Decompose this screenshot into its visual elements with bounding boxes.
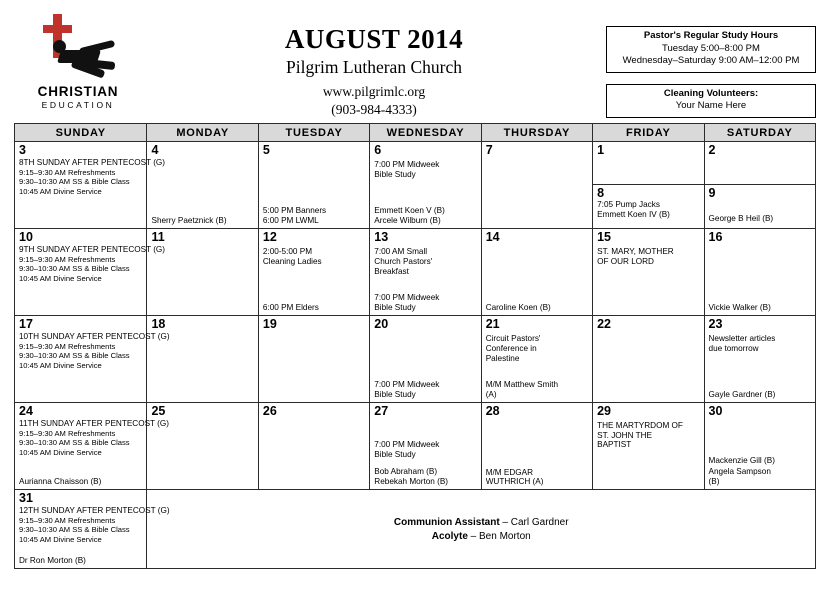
church-name: Pilgrim Lutheran Church [286,57,462,77]
event-text: Dr Ron Morton (B) [19,555,86,565]
calendar-week-row [15,490,816,569]
day-number: 28 [485,404,500,418]
logo-title: CHRISTIAN [37,84,119,99]
event-text: M/M Matthew Smith (A) [485,379,559,399]
day-cell-5[interactable] [258,142,369,229]
event-text: George B Heil (B) [708,214,774,223]
service-line: 9:15–9:30 AM Refreshments [19,254,116,264]
weekday-header-saturday: SATURDAY [704,124,815,142]
service-line: 10:45 AM Divine Service [19,273,102,283]
cleaning-volunteers-line-1: Your Name Here [675,100,747,111]
communion-assistant-line [147,516,815,530]
logo-subtitle: EDUCATION [41,100,115,110]
church-phone: (903-984-4333) [331,102,417,117]
commemoration-text: THE MARTYRDOM OF ST. JOHN THE BAPTIST [597,421,683,450]
service-line: 9:15–9:30 AM Refreshments [19,428,116,438]
service-line: 9:30–10:30 AM SS & Bible Class [19,438,130,448]
service-line: 10:45 AM Divine Service [19,534,102,544]
event-text: 6:00 PM Elders [262,302,319,312]
footer-assignments-cell [147,490,816,569]
day-cell-27[interactable] [370,403,481,490]
weekday-header-sunday: SUNDAY [15,124,147,142]
service-title: 10TH SUNDAY AFTER PENTECOST (G) [19,332,170,341]
day-number: 17 [19,317,33,331]
service-title: 9TH SUNDAY AFTER PENTECOST (G) [19,245,166,254]
day-number: 7 [485,143,493,157]
day-cell-13[interactable] [370,229,481,316]
logo-artwork [19,14,137,82]
day-number: 26 [262,404,277,418]
day-number: 22 [597,317,612,331]
day-cell-1-and-8[interactable] [593,142,704,229]
event-text: Aurianna Chaisson (B) [19,476,102,486]
day-number: 29 [597,404,612,418]
communion-assistant-name: – Carl Gardner [499,517,569,528]
cleaning-volunteers-title: Cleaning Volunteers: [663,87,759,99]
event-text: M/M EDGAR WUTHRICH (A) [485,467,544,487]
day-number: 1 [597,143,605,157]
day-number: 16 [708,230,723,244]
event-text: 7:00 PM Midweek Bible Study [374,160,440,180]
event-text: 2:00-5:00 PM Cleaning Ladies [262,247,322,267]
event-text: Emmett Koen V (B) Arcele Wilburn (B) [374,205,445,225]
commemoration-text: ST. MARY, MOTHER OF OUR LORD [597,247,674,266]
event-text: 7:00 PM Midweek Bible Study [374,379,440,399]
day-cell-23[interactable] [704,316,815,403]
service-line: 9:30–10:30 AM SS & Bible Class [19,177,130,187]
day-cell-4[interactable] [147,142,258,229]
day-number: 5 [262,143,270,157]
service-line: 9:15–9:30 AM Refreshments [19,515,116,525]
day-subcell-1[interactable] [593,142,703,185]
day-subcell-9[interactable] [705,185,815,228]
church-website: www.pilgrimlc.org [322,84,426,99]
day-cell-25[interactable] [147,403,258,490]
day-cell-7[interactable] [481,142,592,229]
acolyte-label: Acolyte [431,531,468,542]
event-text: Gayle Gardner (B) [708,389,776,399]
day-number: 19 [262,317,277,331]
event-text: 5:00 PM Banners 6:00 PM LWML [262,205,327,225]
weekday-header-friday: FRIDAY [593,124,704,142]
day-subcell-8[interactable] [593,185,703,228]
communion-assistant-label: Communion Assistant [393,517,500,528]
day-cell-19[interactable] [258,316,369,403]
event-text: Bob Abraham (B) Rebekah Morton (B) [374,466,449,486]
event-text: 7:00 PM Midweek Bible Study [374,292,440,312]
day-number: 9 [708,186,716,200]
study-hours-box [606,26,816,73]
day-number: 31 [19,491,33,505]
event-text: 7:00 PM Midweek Bible Study [374,440,440,460]
acolyte-name: – Ben Morton [467,531,531,542]
day-cell-20[interactable] [370,316,481,403]
event-text: Newsletter articles due tomorrow [708,334,776,354]
title-block [142,8,606,118]
day-number: 3 [19,143,26,157]
day-number: 10 [19,230,33,244]
day-cell-21[interactable] [481,316,592,403]
calendar-week-row [15,316,816,403]
day-number: 23 [708,317,723,331]
weekday-header-tuesday: TUESDAY [258,124,369,142]
day-cell-28[interactable] [481,403,592,490]
day-subcell-2[interactable] [705,142,815,185]
day-cell-31[interactable] [15,490,170,569]
day-number: 27 [374,404,389,418]
event-text: Caroline Koen (B) [485,302,551,312]
day-number: 11 [151,230,165,244]
service-line: 9:30–10:30 AM SS & Bible Class [19,351,130,361]
day-number: 30 [708,404,723,418]
day-number: 12 [262,230,277,244]
day-number: 24 [19,404,33,418]
day-cell-15[interactable] [593,229,704,316]
event-text: Vickie Walker (B) [708,302,771,312]
service-line: 9:15–9:30 AM Refreshments [19,341,116,351]
event-text: 7:05 Pump Jacks Emmett Koen IV (B) [597,200,670,220]
service-line: 9:30–10:30 AM SS & Bible Class [19,264,130,274]
calendar-week-row [15,229,816,316]
day-number: 25 [151,404,166,418]
day-cell-11[interactable] [147,229,258,316]
service-line: 9:15–9:30 AM Refreshments [19,167,116,177]
service-line: 10:45 AM Divine Service [19,186,102,196]
day-number: 8 [597,186,605,200]
service-line: 10:45 AM Divine Service [19,360,102,370]
study-hours-line-2: Wednesday–Saturday 9:00 AM–12:00 PM [622,55,800,66]
event-text: Sherry Paetznick (B) [151,215,227,225]
service-line: 10:45 AM Divine Service [19,447,102,457]
study-hours-line-1: Tuesday 5:00–8:00 PM [662,42,760,54]
info-block [606,8,816,129]
calendar-week-row [15,142,816,229]
day-cell-2-and-9[interactable] [704,142,815,229]
day-cell-6[interactable] [370,142,481,229]
day-cell-26[interactable] [258,403,369,490]
day-cell-22[interactable] [593,316,704,403]
day-number: 20 [374,317,389,331]
day-cell-3[interactable] [15,142,166,229]
service-title: 12TH SUNDAY AFTER PENTECOST (G) [19,506,170,515]
day-number: 18 [151,317,166,331]
christian-education-logo [14,8,142,110]
service-title: 8TH SUNDAY AFTER PENTECOST (G) [19,158,166,167]
day-number: 13 [374,230,389,244]
day-number: 6 [374,143,382,157]
day-cell-18[interactable] [147,316,258,403]
cleaning-volunteers-box [606,84,816,118]
page-title: AUGUST 2014 [284,24,464,54]
calendar-table [14,123,816,569]
weekday-header-wednesday: WEDNESDAY [370,124,481,142]
day-number: 15 [597,230,612,244]
acolyte-line [147,530,815,544]
day-cell-12[interactable] [258,229,369,316]
event-text: Circuit Pastors' Conference in Palestine [485,334,541,364]
weekday-header-monday: MONDAY [147,124,258,142]
page-header [14,8,816,120]
event-text: Mackenzie Gill (B) Angela Sampson (B) [708,456,775,486]
day-number: 14 [485,230,500,244]
day-number: 21 [485,317,500,331]
day-cell-30[interactable] [704,403,815,490]
weekday-header-thursday: THURSDAY [481,124,592,142]
calendar-week-row [15,403,816,490]
day-number: 2 [708,143,716,157]
study-hours-title: Pastor's Regular Study Hours [643,30,779,41]
running-figure-icon [49,38,123,78]
day-cell-29[interactable] [593,403,704,490]
service-title: 11TH SUNDAY AFTER PENTECOST (G) [19,419,169,428]
day-cell-14[interactable] [481,229,592,316]
day-cell-16[interactable] [704,229,815,316]
event-text: 7:00 AM Small Church Pastors' Breakfast [374,247,433,277]
service-line: 9:30–10:30 AM SS & Bible Class [19,525,130,535]
day-number: 4 [151,143,159,157]
